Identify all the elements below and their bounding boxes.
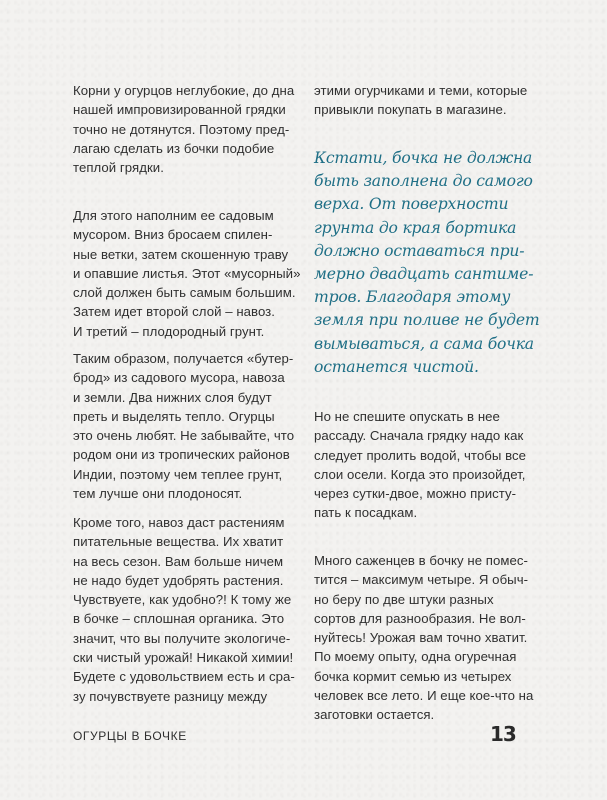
text-line: Но не спешите опускать в нее	[314, 409, 500, 424]
text-line: слои осели. Когда это произойдет,	[314, 466, 526, 482]
text-line: ные ветки, затем скошенную траву	[73, 246, 289, 262]
tip-line: вымываться, а сама бочка	[314, 334, 534, 353]
text-line: бочка кормит семью из четырех	[314, 668, 512, 684]
text-line: следует пролить водой, чтобы все	[314, 447, 527, 463]
tip-line: Кстати, бочка не должна	[314, 149, 533, 167]
text-line: теплой грядки.	[73, 160, 164, 176]
tip-line: тров. Благодаря этому	[314, 288, 511, 307]
text-line: на весь сезон. Вам больше ничем	[73, 553, 284, 569]
paragraph-seedlings	[314, 551, 533, 725]
text-line: нашей импровизированной грядки	[73, 102, 286, 118]
text-line: питательные вещества. Их хватит	[73, 534, 284, 550]
text-line: через сутки-двое, можно присту-	[314, 486, 517, 502]
paragraph-continuation	[314, 81, 527, 120]
text-line: слой должен быть самым большим.	[73, 285, 296, 301]
text-line: родом они из тропических районов	[73, 447, 290, 463]
text-line: Чувствуете, как удобно?! К тому же	[73, 592, 292, 608]
tip-line: должно оставаться при-	[314, 241, 525, 260]
text-line: нуйтесь! Урожая вам точно хватит.	[314, 630, 528, 646]
text-line: тем лучше они плодоносят.	[73, 486, 243, 502]
tip-line: грунта до края бортика	[314, 218, 517, 237]
text-line: привыкли покупать в магазине.	[314, 102, 507, 118]
tip-line: верха. От поверхности	[314, 195, 509, 214]
paragraph-manure	[73, 513, 295, 706]
text-line: и земли. Два нижних слоя будут	[73, 389, 272, 405]
text-line: Много саженцев в бочку не помес-	[314, 553, 528, 568]
handwritten-tip	[314, 147, 539, 379]
paragraph-layers	[73, 206, 300, 341]
text-line: и опавшие листья. Этот «мусорный»	[73, 265, 301, 281]
tip-line: земля при поливе не будет	[314, 311, 540, 330]
text-line: брод» из садового мусора, навоза	[73, 370, 285, 386]
text-line: мусором. Вниз бросаем спилен-	[73, 227, 273, 243]
text-line: рассаду. Сначала грядку надо как	[314, 428, 524, 444]
text-line: лагаю сделать из бочки подобие	[73, 140, 275, 156]
text-line: значит, что вы получите экологиче-	[73, 630, 291, 646]
text-line: ски чистый урожай! Никакой химии!	[73, 650, 294, 666]
running-footer-title: ОГУРЦЫ В БОЧКЕ	[73, 729, 187, 743]
text-line: Затем идет второй слой – навоз.	[73, 304, 275, 320]
text-line: Индии, поэтому чем теплее грунт,	[73, 466, 283, 482]
tip-line: быть заполнена до самого	[314, 172, 533, 191]
text-line: но беру по две штуки разных	[314, 591, 494, 607]
page-number: 13	[490, 722, 516, 746]
text-line: По моему опыту, одна огуречная	[314, 649, 517, 665]
paragraph-watering	[314, 407, 526, 523]
text-line: Таким образом, получается «бутер-	[73, 351, 294, 366]
text-line: Будете с удовольствием есть и сра-	[73, 669, 295, 685]
tip-line: останется чистой.	[314, 357, 479, 376]
text-line: точно не дотянутся. Поэтому пред-	[73, 121, 290, 137]
text-line: это очень любят. Не забывайте, что	[73, 428, 295, 444]
text-line: Кроме того, навоз даст растениям	[73, 515, 285, 530]
text-line: сортов для разнообразия. Не вол-	[314, 610, 526, 626]
text-line: не надо будет удобрять растения.	[73, 572, 284, 588]
text-line: Корни у огурцов неглубокие, до дна	[73, 83, 295, 98]
text-line: этими огурчиками и теми, которые	[314, 83, 528, 98]
text-line: И третий – плодородный грунт.	[73, 323, 265, 339]
paragraph-roots	[73, 81, 294, 177]
text-line: преть и выделять тепло. Огурцы	[73, 408, 275, 424]
text-line: в бочке – сплошная органика. Это	[73, 611, 285, 627]
text-line: пать к посадкам.	[314, 505, 418, 521]
text-line: тится – максимум четыре. Я обыч-	[314, 572, 529, 588]
text-line: зу почувствуете разницу между	[73, 688, 268, 704]
text-line: человек все лето. И еще кое-что на	[314, 688, 534, 704]
text-line: заготовки остается.	[314, 707, 435, 723]
paragraph-sandwich	[73, 349, 294, 503]
tip-line: мерно двадцать сантиме-	[314, 265, 534, 284]
text-line: Для этого наполним ее садовым	[73, 208, 274, 223]
